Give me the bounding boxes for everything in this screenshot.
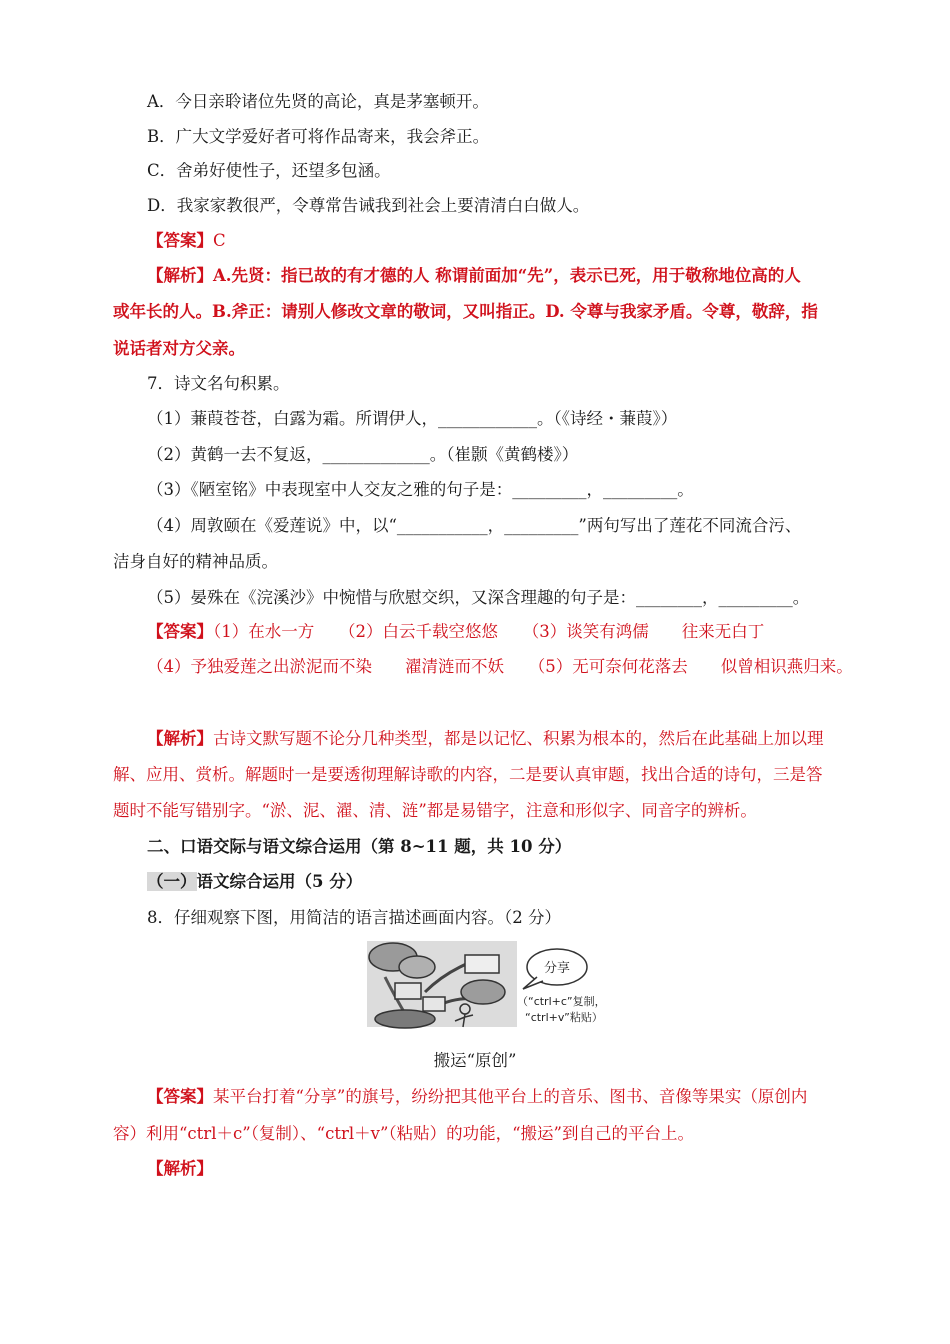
q7-analysis-line-3: 题时不能写错别字。“淤、泥、濯、清、涟”都是易错字，注意和形似字、同音字的辨析。 (113, 801, 757, 820)
answer-label: 【答案】 (147, 622, 213, 641)
answer-text: 某平台打着“分享”的旗号，纷纷把其他平台上的音乐、图书、音像等果实（原创内 (213, 1087, 808, 1106)
subsection-number: （一） (147, 872, 197, 891)
q8-analysis-label: 【解析】 (147, 1159, 213, 1178)
q6-answer (147, 230, 226, 252)
answer-label: 【答案】 (147, 1087, 213, 1106)
q7-analysis-line-2: 解、应用、赏析。解题时一是要透彻理解诗歌的内容，二是要认真审题，找出合适的诗句，三是答 (113, 765, 823, 784)
option-b: B．广大文学爱好者可将作品寄来，我会斧正。 (147, 127, 490, 146)
analysis-label: 【解析】 (147, 266, 213, 285)
q8-answer-line-2: 容）利用“ctrl＋c”（复制）、“ctrl＋v”（粘贴）的功能，“搬运”到自己的平台上。 (113, 1124, 694, 1143)
section-heading: 二、口语交际与语文综合运用（第 8~11 题，共 10 分） (147, 837, 572, 856)
q7-analysis-line-1 (147, 728, 824, 750)
figure-note-line-2: “ctrl+v”粘贴） (525, 1011, 603, 1024)
option-d: D．我家家教很严，令尊常告诫我到社会上要清清白白做人。 (147, 196, 590, 215)
q7-item-4: （4）周敦颐在《爱莲说》中，以“___________，_________”两句写出了莲花不同流合污、 (147, 516, 802, 535)
q8-answer-line-1 (147, 1086, 807, 1108)
q8-question: 8．仔细观察下图，用简洁的语言描述画面内容。（2 分） (147, 908, 561, 927)
q7-item-3: （3）《陋室铭》中表现室中人交友之雅的句子是：_________，_________。 (147, 480, 694, 499)
q6-analysis-line-3: 说话者对方父亲。 (113, 339, 245, 358)
figure-caption: 搬运“原创” (433, 1051, 517, 1070)
q6-analysis-line-1 (147, 265, 801, 287)
q7-item-2: （2）黄鹤一去不复返，_____________。（崔颢《黄鹤楼》） (147, 445, 579, 464)
option-a: A．今日亲聆诸位先贤的高论，真是茅塞顿开。 (147, 92, 489, 111)
bubble-label: 分享 (543, 961, 571, 976)
q7-title: 7．诗文名句积累。 (147, 374, 290, 393)
analysis-label: 【解析】 (147, 729, 213, 748)
answer-text: C (213, 231, 226, 250)
q6-analysis-line-2: 或年长的人。B.斧正：请别人修改文章的敬词，又叫指正。D. 令尊与我家矛盾。令尊，敬辞，指 (113, 302, 818, 321)
q7-item-5: （5）晏殊在《浣溪沙》中惋惜与欣慰交织，又深含理趣的句子是：________，_________。 (147, 588, 810, 607)
subsection-heading (147, 871, 362, 893)
cartoon-drawing (365, 937, 623, 1031)
q7-item-1: （1）蒹葭苍苍，白露为霜。所谓伊人，____________。（《诗经・蒹葭》） (147, 409, 678, 428)
cartoon-figure (365, 937, 623, 1031)
analysis-text: A.先贤：指已故的有才德的人 称谓前面加“先”，表示已死，用于敬称地位高的人 (213, 266, 801, 285)
figure-note-line-1: （“ctrl+c”复制， (517, 995, 606, 1008)
subsection-title: 语文综合运用（5 分） (196, 872, 363, 891)
q7-answer-line-2: （4）予独爱莲之出淤泥而不染 濯清涟而不妖 （5）无可奈何花落去 似曾相识燕归来。 (147, 657, 853, 676)
answer-label: 【答案】 (147, 231, 213, 250)
analysis-text: 古诗文默写题不论分几种类型，都是以记忆、积累为根本的，然后在此基础上加以理 (213, 729, 824, 748)
answer-text: （1）在水一方 （2）白云千载空悠悠 （3）谈笑有鸿儒 往来无白丁 (213, 622, 765, 641)
q7-item-4-cont: 洁身自好的精神品质。 (113, 552, 278, 571)
q7-answer-line-1 (147, 621, 764, 643)
option-c: C．舍弟好使性子，还望多包涵。 (147, 161, 391, 180)
